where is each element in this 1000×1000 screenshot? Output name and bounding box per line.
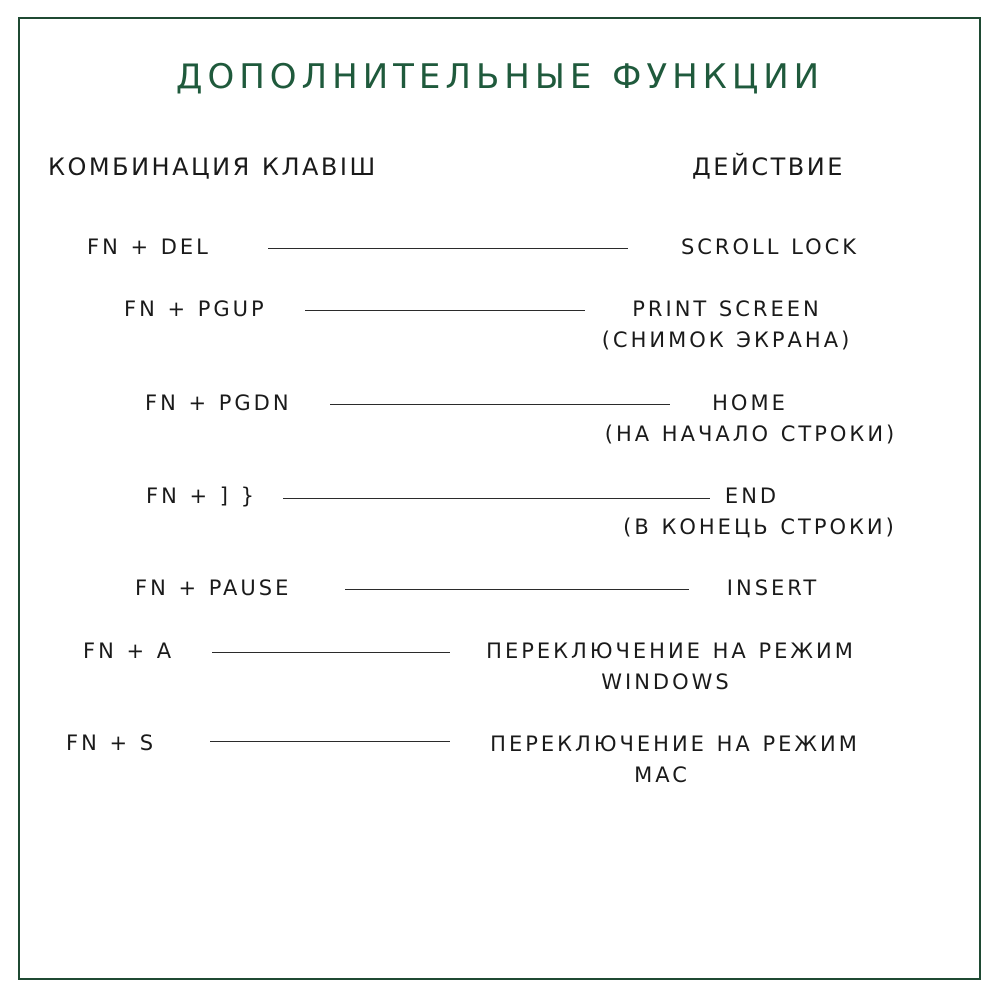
connector-line	[305, 310, 585, 311]
action-label: END	[724, 484, 780, 508]
action-sublabel: (НА НАЧАЛО СТРОКИ)	[604, 422, 898, 446]
connector-line	[210, 741, 450, 742]
action-sublabel: WINDOWS	[601, 670, 732, 694]
action-text	[456, 636, 886, 698]
key-combo: FN + DEL	[87, 235, 211, 259]
action-label: ПЕРЕКЛЮЧЕНИЕ НА РЕЖИМ	[486, 639, 856, 663]
action-label: SCROLL LOCK	[680, 235, 860, 259]
connector-line	[268, 248, 628, 249]
action-text	[562, 294, 892, 356]
key-combo: FN + PGDN	[145, 391, 292, 415]
action-label: PRINT SCREEN	[632, 297, 822, 321]
key-combo: FN + S	[66, 731, 157, 755]
action-sublabel: MAC	[634, 763, 690, 787]
action-label: ПЕРЕКЛЮЧЕНИЕ НА РЕЖИМ	[490, 732, 860, 756]
connector-line	[212, 652, 450, 653]
action-text	[700, 573, 846, 604]
page-title: ДОПОЛНИТЕЛЬНЫЕ ФУНКЦИИ	[175, 57, 825, 97]
action-text	[578, 388, 948, 450]
action-text	[645, 232, 895, 263]
action-text	[600, 481, 920, 543]
connector-line	[345, 589, 689, 590]
key-combo: FN + A	[83, 639, 175, 663]
action-label: HOME	[712, 391, 788, 415]
keys-column-header: КОМБИНАЦИЯ КЛАВІШ	[48, 153, 378, 181]
action-label: INSERT	[726, 576, 820, 600]
action-text	[460, 729, 890, 791]
action-column-header: ДЕЙСТВИЕ	[692, 153, 845, 181]
key-combo: FN + ] }	[146, 484, 257, 508]
key-combo: FN + PGUP	[124, 297, 267, 321]
key-combo: FN + PAUSE	[135, 576, 292, 600]
action-sublabel: (В КОНЕЦЬ СТРОКИ)	[623, 515, 897, 539]
action-sublabel: (СНИМОК ЭКРАНА)	[601, 328, 853, 352]
